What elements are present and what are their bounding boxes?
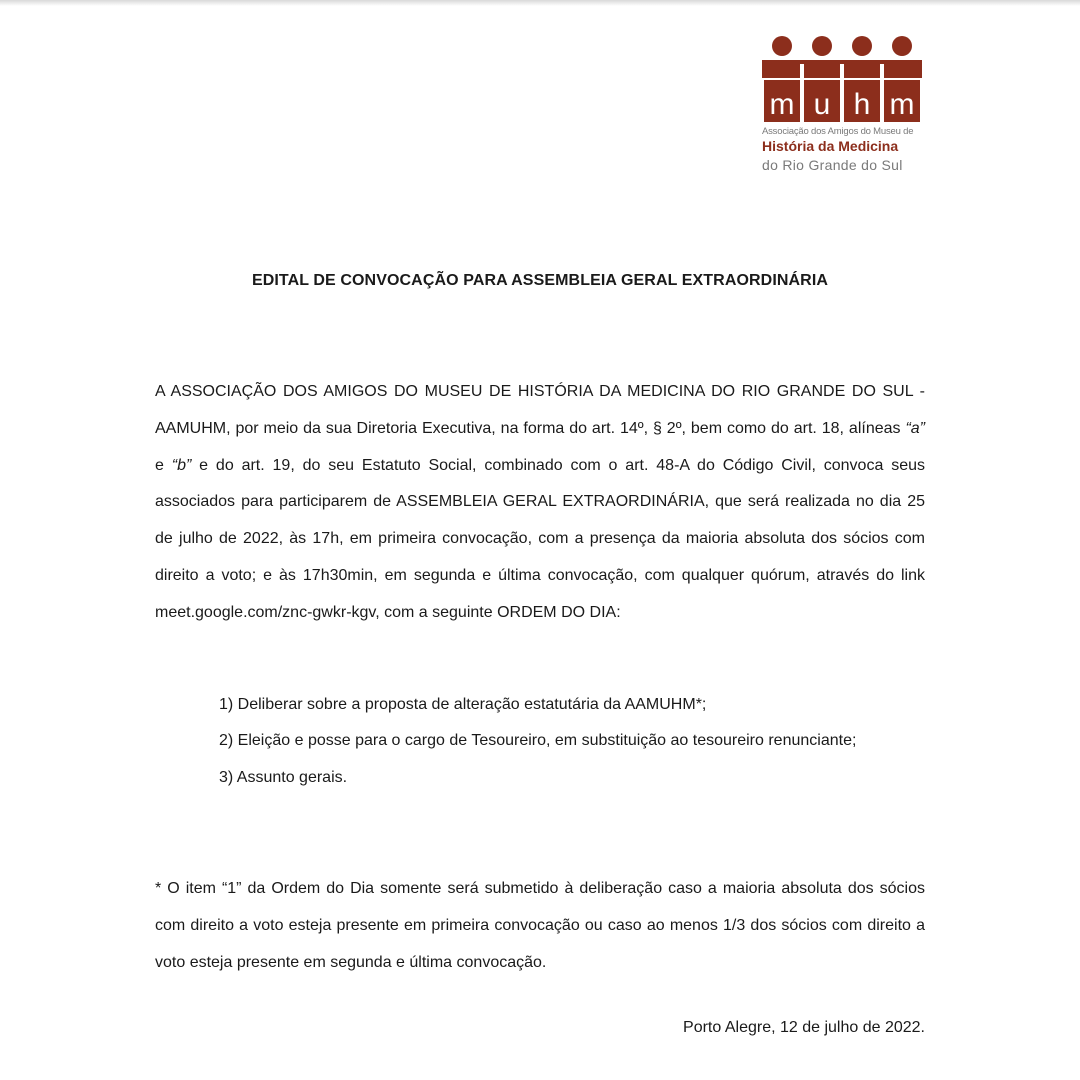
paragraph-part-1: A ASSOCIAÇÃO DOS AMIGOS DO MUSEU DE HISTÓRIA DA MEDICINA DO RIO GRANDE DO SUL - AAMUHM, por meio da sua Diretoria Executiva, na forma do art. 14º, § 2º, bem como do art. 18, alíneas [155, 383, 925, 437]
logo-letter-2: u [813, 88, 831, 121]
logo-head-1 [772, 36, 792, 56]
convocation-paragraph [155, 374, 925, 632]
page-top-edge [0, 0, 1080, 6]
logo-name-line1: História da Medicina [762, 138, 899, 154]
logo-letter-1: m [769, 88, 795, 121]
logo-letter-4: m [889, 88, 915, 121]
logo-letter-3: h [853, 88, 871, 121]
paragraph-italic-b: “b” [171, 456, 192, 474]
logo-head-3 [852, 36, 872, 56]
logo-head-2 [812, 36, 832, 56]
agenda-list [219, 687, 925, 796]
muhm-logo-mark [760, 34, 924, 126]
date-line: Porto Alegre, 12 de julho de 2022. [683, 1019, 925, 1036]
agenda-item-2: 2) Eleição e posse para o cargo de Tesoureiro, em substituição ao tesoureiro renunciante; [219, 732, 857, 750]
paragraph-italic-a: “a” [905, 419, 925, 437]
logo-tagline: Associação dos Amigos do Museu de [762, 126, 914, 137]
paragraph-part-3: e do art. 19, do seu Estatuto Social, combinado com o art. 48-A do Código Civil, convoca seus associados para participarem de ASSEMBLEIA GERAL EXTRAORDINÁRIA, que será realizada no dia 25 de julho de 2022, às 17h, em primeira convocação, com a presença da maioria absoluta dos sócios com direito a voto; e às 17h30min, em segunda e última convocação, com qualquer quórum, através do link meet.google.com/znc-gwkr-kgv, com a seguinte ORDEM DO DIA: [155, 456, 925, 621]
paragraph-part-2: e [155, 456, 172, 474]
muhm-logo [760, 34, 924, 174]
logo-head-4 [892, 36, 912, 56]
agenda-item-1: 1) Deliberar sobre a proposta de alteração estatutária da AAMUHM*; [219, 696, 707, 713]
footnote: * O item “1” da Ordem do Dia somente será submetido à deliberação caso a maioria absoluta dos sócios com direito a voto esteja presente em primeira convocação ou caso ao menos 1/3 dos sócios com direito a voto esteja presente em segunda e última convocação. [155, 880, 925, 971]
logo-name-line2: do Rio Grande do Sul [762, 157, 903, 173]
document-title: EDITAL DE CONVOCAÇÃO PARA ASSEMBLEIA GERAL EXTRAORDINÁRIA [251, 272, 829, 289]
agenda-item-3: 3) Assunto gerais. [219, 768, 348, 786]
